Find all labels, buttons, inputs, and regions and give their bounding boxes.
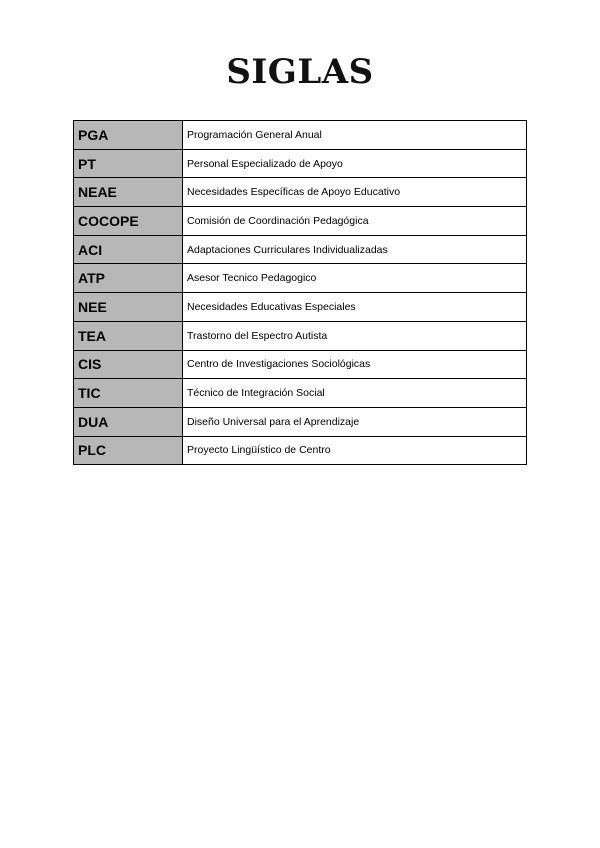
table-row	[74, 293, 527, 322]
meaning-cell: Personal Especializado de Apoyo	[183, 149, 527, 178]
acronym-cell: TEA	[74, 321, 183, 350]
meaning-cell: Trastorno del Espectro Autista	[183, 321, 527, 350]
table-row	[74, 321, 527, 350]
meaning-cell: Centro de Investigaciones Sociológicas	[183, 350, 527, 379]
meaning-cell: Programación General Anual	[183, 121, 527, 150]
acronyms-table	[73, 120, 527, 465]
page-title: SIGLAS	[226, 52, 374, 92]
meaning-cell: Comisión de Coordinación Pedagógica	[183, 207, 527, 236]
table-row	[74, 207, 527, 236]
meaning-cell: Técnico de Integración Social	[183, 379, 527, 408]
acronym-cell: PT	[74, 149, 183, 178]
acronym-cell: NEAE	[74, 178, 183, 207]
acronym-cell: ACI	[74, 235, 183, 264]
meaning-cell: Diseño Universal para el Aprendizaje	[183, 407, 527, 436]
table-row	[74, 379, 527, 408]
acronym-cell: TIC	[74, 379, 183, 408]
table-row	[74, 121, 527, 150]
acronym-cell: COCOPE	[74, 207, 183, 236]
acronym-cell: NEE	[74, 293, 183, 322]
meaning-cell: Proyecto Lingüístico de Centro	[183, 436, 527, 465]
table-row	[74, 235, 527, 264]
acronym-cell: ATP	[74, 264, 183, 293]
table-row	[74, 149, 527, 178]
meaning-cell: Asesor Tecnico Pedagogico	[183, 264, 527, 293]
acronym-cell: DUA	[74, 407, 183, 436]
table-row	[74, 264, 527, 293]
acronym-cell: PLC	[74, 436, 183, 465]
meaning-cell: Adaptaciones Curriculares Individualizadas	[183, 235, 527, 264]
table-row	[74, 350, 527, 379]
table-row	[74, 436, 527, 465]
table-row	[74, 407, 527, 436]
acronym-cell: CIS	[74, 350, 183, 379]
acronym-cell: PGA	[74, 121, 183, 150]
meaning-cell: Necesidades Educativas Especiales	[183, 293, 527, 322]
table-row	[74, 178, 527, 207]
meaning-cell: Necesidades Específicas de Apoyo Educativo	[183, 178, 527, 207]
